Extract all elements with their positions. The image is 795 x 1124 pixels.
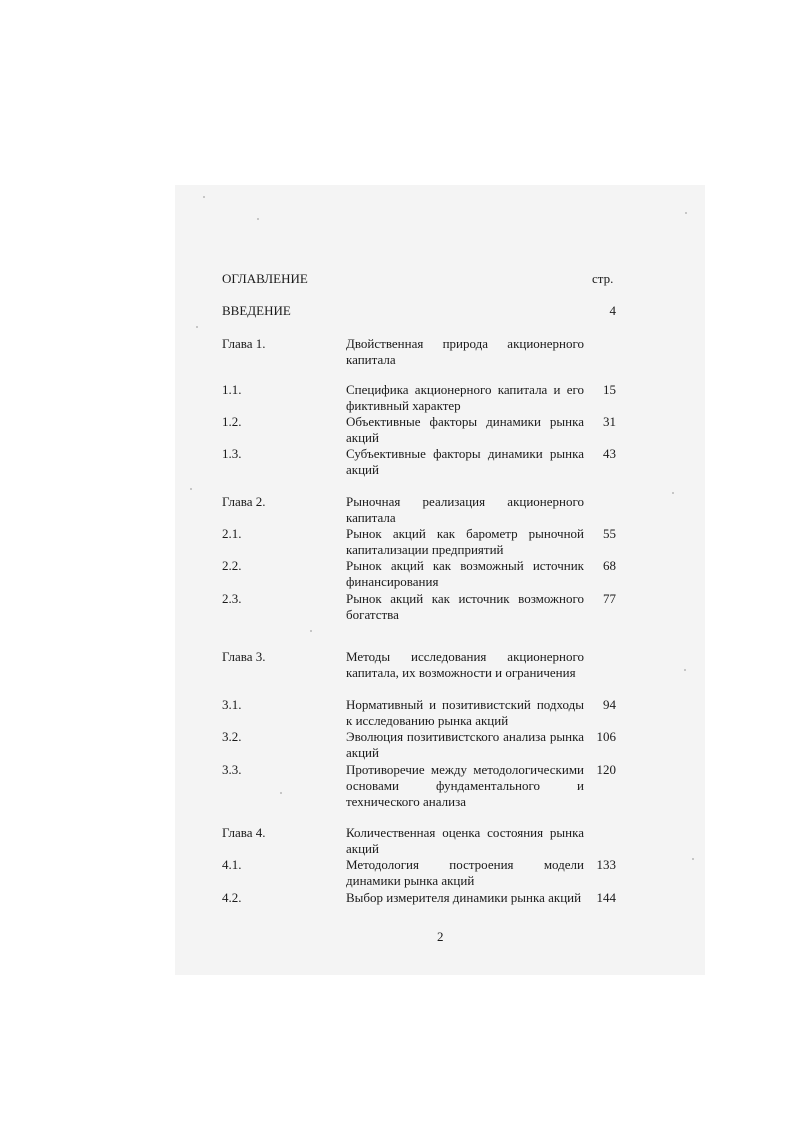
toc-entry-title: Методология построения модели динамики рынка акций	[346, 857, 584, 888]
toc-entry-label: 4.2.	[222, 890, 242, 905]
toc-entry-page: 144	[596, 890, 616, 905]
scan-speck	[685, 212, 687, 214]
scan-speck	[196, 326, 198, 328]
scan-speck	[310, 630, 312, 632]
intro-page: 4	[609, 303, 616, 318]
scan-speck	[684, 669, 686, 671]
scan-speck	[257, 218, 259, 220]
toc-entry-title: Субъективные факторы динамики рынка акций	[346, 446, 584, 477]
toc-entry-label: 3.3.	[222, 762, 242, 777]
toc-heading: ОГЛАВЛЕНИЕ	[222, 271, 308, 286]
intro-title: ВВЕДЕНИЕ	[222, 303, 291, 318]
toc-entry-page: 120	[596, 762, 616, 777]
toc-entry-page: 68	[603, 558, 616, 573]
toc-entry-title: Рынок акций как возможный источник финансирования	[346, 558, 584, 589]
toc-entry-page: 106	[596, 729, 616, 744]
toc-entry-page: 94	[603, 697, 616, 712]
toc-entry-title: Двойственная природа акционерного капитала	[346, 336, 584, 367]
toc-entry-title: Выбор измерителя динамики рынка акций	[346, 890, 582, 905]
toc-entry-title: Рынок акций как источник возможного богатства	[346, 591, 584, 622]
toc-entry-title: Нормативный и позитивистский подходы к исследованию рынка акций	[346, 697, 584, 728]
toc-entry-label: Глава 2.	[222, 494, 266, 509]
toc-entry-title: Эволюция позитивистского анализа рынка акций	[346, 729, 584, 760]
scan-speck	[692, 858, 694, 860]
toc-entry-title: Специфика акционерного капитала и его фиктивный характер	[346, 382, 584, 413]
page-number: 2	[437, 929, 444, 944]
toc-entry-title: Количественная оценка состояния рынка акций	[346, 825, 584, 856]
scan-speck	[203, 196, 205, 198]
toc-entry-label: 2.2.	[222, 558, 242, 573]
toc-entry-title: Рынок акций как барометр рыночной капитализации предприятий	[346, 526, 584, 557]
scan-speck	[280, 792, 282, 794]
toc-entry-label: Глава 3.	[222, 649, 266, 664]
toc-entry-page: 31	[603, 414, 616, 429]
toc-entry-label: 2.3.	[222, 591, 242, 606]
toc-entry-page: 55	[603, 526, 616, 541]
toc-entry-label: Глава 1.	[222, 336, 266, 351]
toc-entry-label: 1.2.	[222, 414, 242, 429]
toc-entry-page: 43	[603, 446, 616, 461]
pages-column-label: стр.	[592, 271, 614, 286]
toc-entry-page: 77	[603, 591, 616, 606]
toc-entry-label: 3.2.	[222, 729, 242, 744]
toc-entry-title: Методы исследования акционерного капитала, их возможности и ограничения	[346, 649, 584, 680]
toc-entry-title: Объективные факторы динамики рынка акций	[346, 414, 584, 445]
scan-speck	[190, 488, 192, 490]
toc-entry-title: Противоречие между методологическими основами фундаментального и технического анализа	[346, 762, 584, 809]
toc-entry-label: 1.3.	[222, 446, 242, 461]
toc-entry-title: Рыночная реализация акционерного капитала	[346, 494, 584, 525]
toc-entry-label: Глава 4.	[222, 825, 266, 840]
toc-entry-page: 15	[603, 382, 616, 397]
toc-entry-label: 4.1.	[222, 857, 242, 872]
scan-speck	[672, 492, 674, 494]
toc-entry-label: 3.1.	[222, 697, 242, 712]
toc-entry-label: 2.1.	[222, 526, 242, 541]
toc-entry-page: 133	[596, 857, 616, 872]
toc-entry-label: 1.1.	[222, 382, 242, 397]
